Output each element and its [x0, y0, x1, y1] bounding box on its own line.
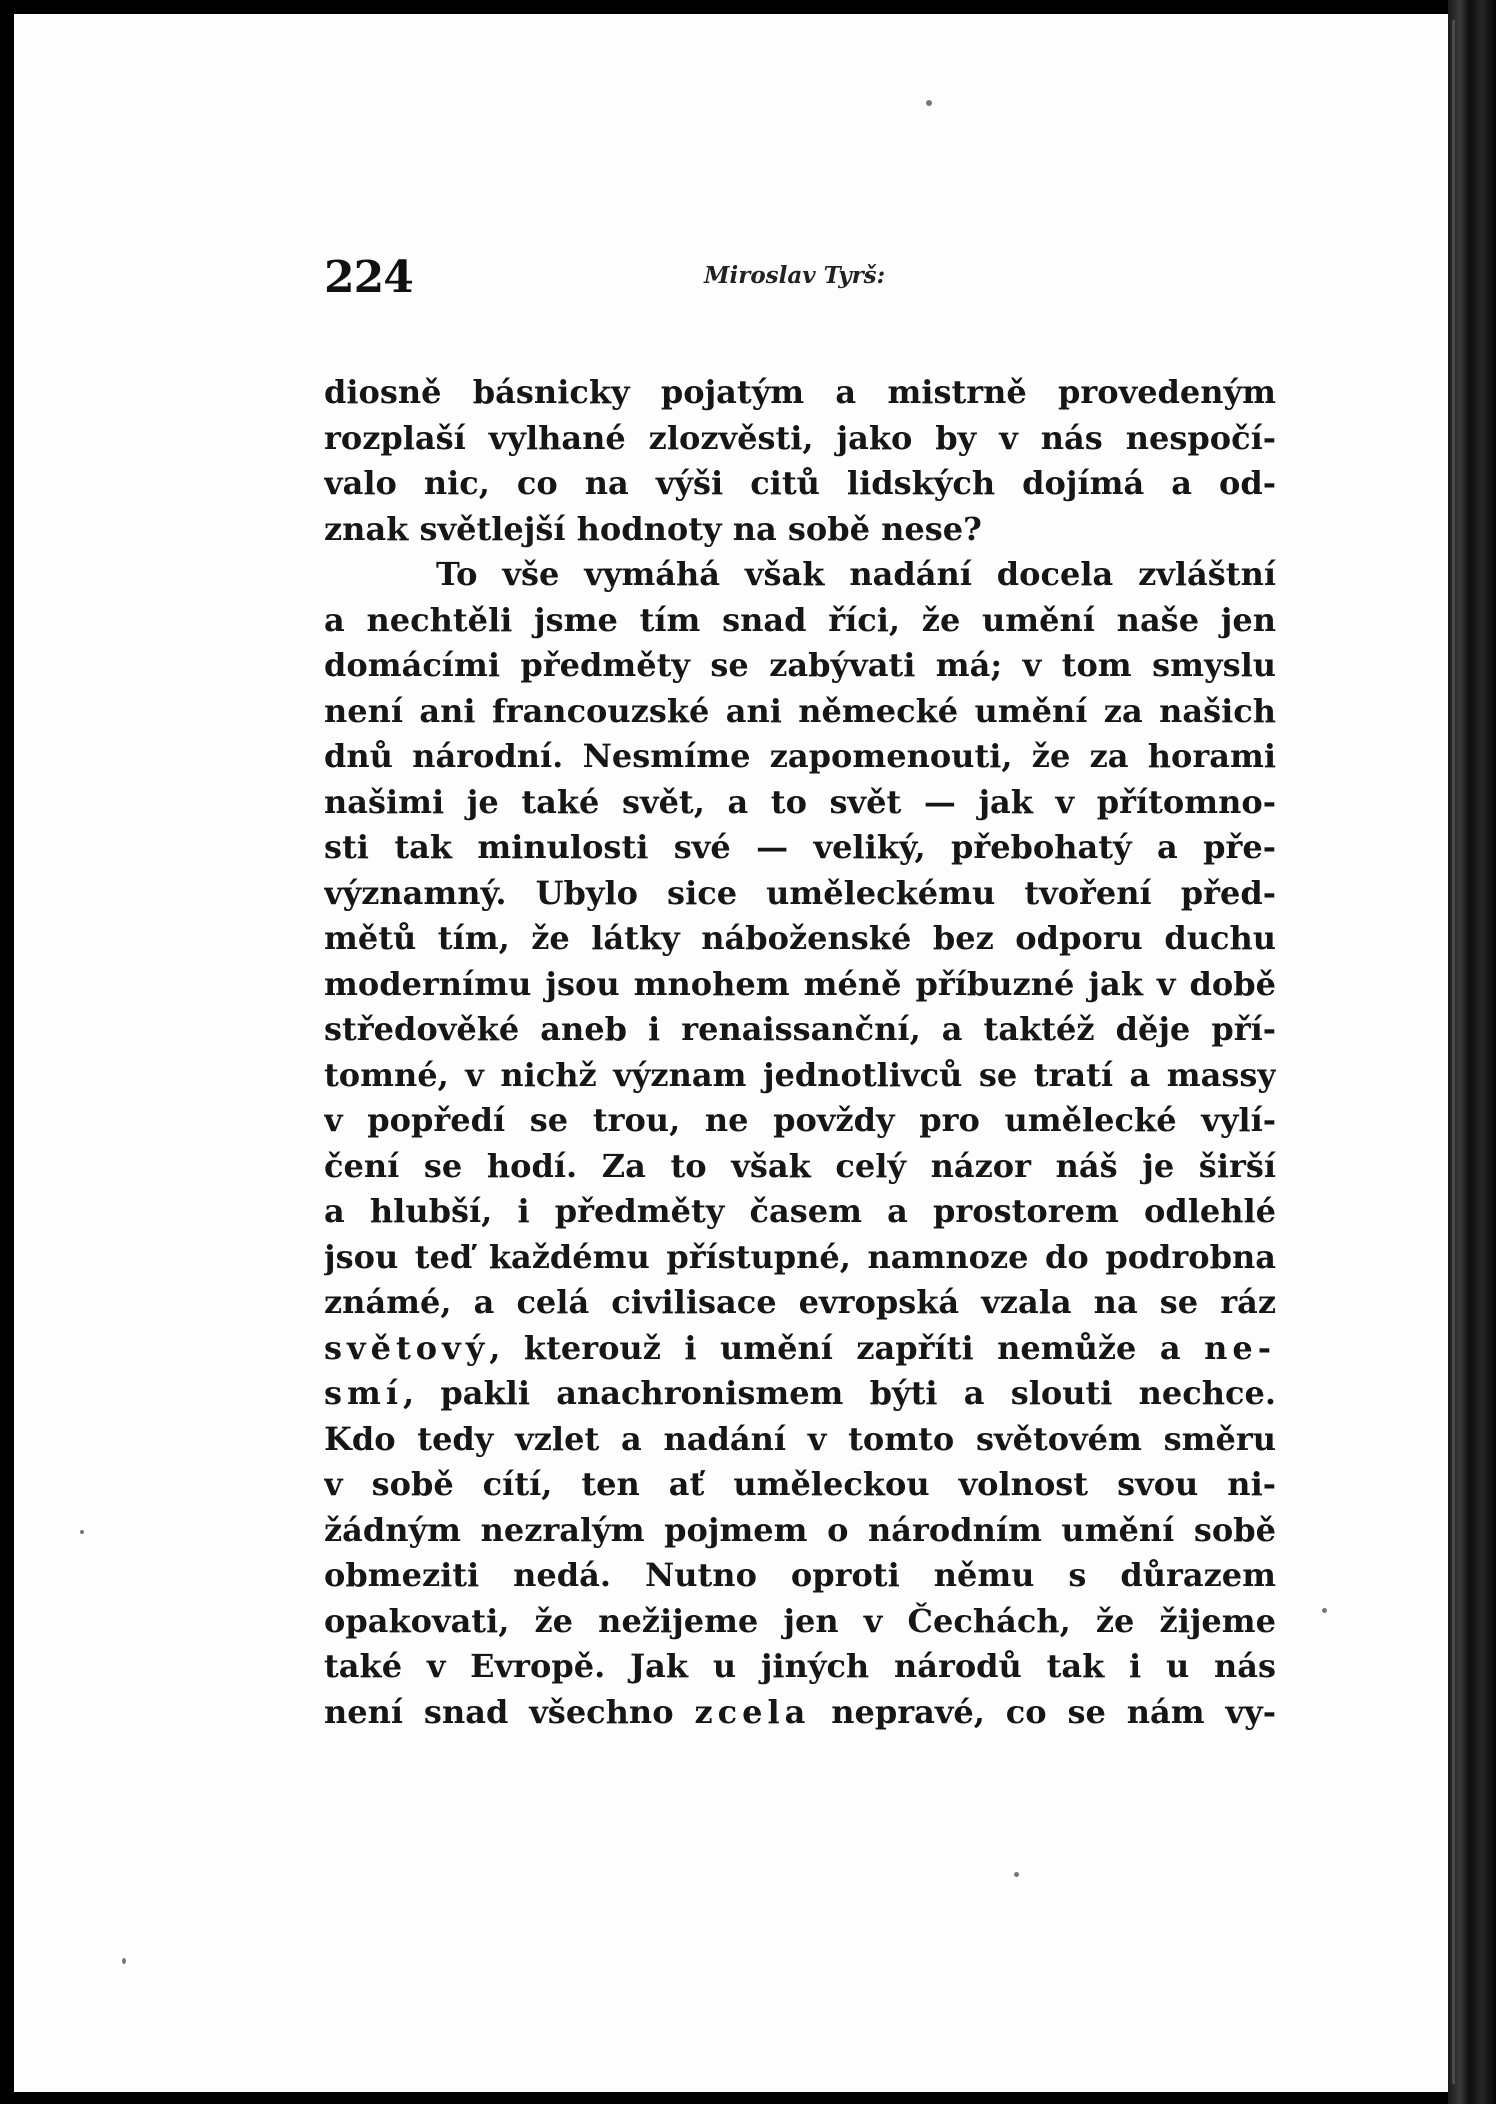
scan-speck	[122, 1958, 126, 1964]
text-line-spaced	[324, 1690, 1276, 1736]
text-line: znak světlejší hodnoty na sobě nese?	[324, 509, 982, 548]
text-span: , pakli anachronismem býti a slouti nechce.	[403, 1374, 1276, 1412]
text-line: obmeziti nedá. Nutno oproti němu s důrazem	[324, 1556, 1276, 1594]
text-line: tomné, v nichž význam jednotlivců se tratí a massy	[324, 1055, 1276, 1094]
scan-speck	[1014, 1872, 1019, 1877]
page-number: 224	[324, 252, 413, 303]
text-line: čení se hodí. Za to však celý názor náš je širší	[324, 1146, 1276, 1185]
scan-speck	[926, 100, 932, 106]
text-line: dnů národní. Nesmíme zapomenouti, že za horami	[324, 737, 1276, 775]
text-line-spaced	[324, 1326, 1276, 1372]
page-header	[324, 252, 1274, 312]
spaced-word: zcela	[694, 1692, 811, 1731]
text-line: Kdo tedy vzlet a nadání v tomto světovém směru	[324, 1419, 1276, 1458]
text-line: valo nic, co na výši citů lidských dojímá a od-	[324, 464, 1276, 502]
book-spine-shadow	[1448, 0, 1496, 2104]
text-line: jsou teď každému přístupné, namnoze do podrobna	[324, 1237, 1276, 1276]
paragraph-start-line: To vše vymáhá však nadání docela zvláštní	[436, 555, 1276, 593]
text-line: středověké aneb i renaissanční, a taktéž děje pří-	[324, 1010, 1276, 1048]
text-line: žádným nezralým pojmem o národním umění sobě	[324, 1510, 1276, 1549]
text-line: diosně básnicky pojatým a mistrně provedeným	[324, 373, 1276, 411]
text-line: opakovati, že nežijeme jen v Čechách, že žijeme	[324, 1601, 1276, 1640]
text-line: není ani francouzské ani německé umění za našich	[324, 691, 1276, 730]
spaced-word: smí	[324, 1374, 404, 1412]
scan-speck	[80, 1530, 84, 1534]
scan-speck	[1322, 1608, 1327, 1613]
text-line: rozplaší vylhané zlozvěsti, jako by v nás nespočí-	[324, 418, 1276, 457]
text-span: nepravé, co se nám vy-	[810, 1692, 1276, 1731]
running-head-author: Miroslav Tyrš:	[704, 262, 886, 289]
body-text	[324, 370, 1276, 1735]
text-line-spaced	[324, 1371, 1276, 1417]
spaced-word: ne-	[1204, 1328, 1276, 1367]
text-line: mětů tím, že látky náboženské bez odporu duchu	[324, 919, 1276, 957]
text-line: a nechtěli jsme tím snad říci, že umění naše jen	[324, 600, 1276, 639]
text-line: modernímu jsou mnohem méně příbuzné jak v době	[324, 964, 1276, 1003]
text-line: a hlubší, i předměty časem a prostorem odlehlé	[324, 1192, 1276, 1230]
text-line: v popředí se trou, ne povždy pro umělecké vylí-	[324, 1101, 1276, 1139]
text-line: v sobě cítí, ten ať uměleckou volnost svou ni-	[324, 1465, 1276, 1503]
text-line: známé, a celá civilisace evropská vzala na se ráz	[324, 1283, 1276, 1321]
text-line: našimi je také svět, a to svět — jak v přítomno-	[324, 782, 1276, 821]
spaced-word: světový	[324, 1328, 490, 1367]
text-line: sti tak minulosti své — veliký, přebohatý a pře-	[324, 828, 1276, 866]
text-line: domácími předměty se zabývati má; v tom smyslu	[324, 646, 1276, 684]
text-line: také v Evropě. Jak u jiných národů tak i u nás	[324, 1647, 1276, 1685]
text-span: , kterouž i umění zapříti nemůže a	[489, 1328, 1205, 1367]
page-edge-line	[1452, 20, 1455, 2084]
text-span: není snad všechno	[324, 1692, 695, 1731]
text-line: významný. Ubylo sice uměleckému tvoření před-	[324, 873, 1276, 912]
